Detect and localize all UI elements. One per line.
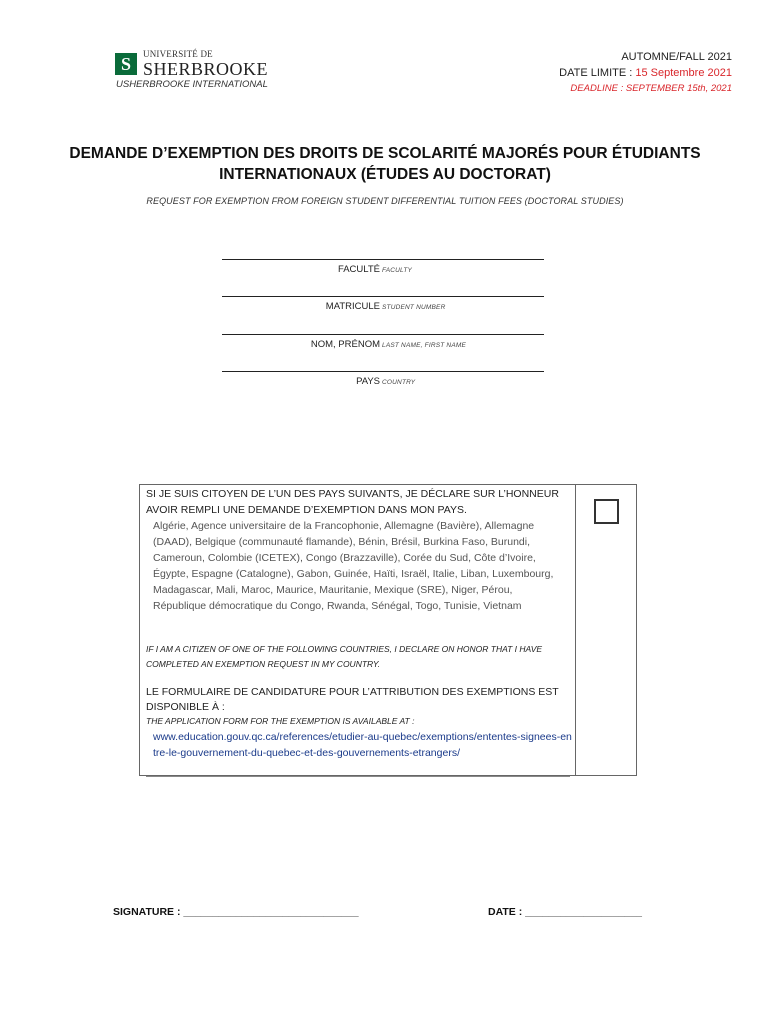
country-field[interactable]	[222, 371, 544, 411]
declaration-condition-en: IF I AM A CITIZEN OF ONE OF THE FOLLOWING COUNTRIES, I DECLARE ON HONOR THAT I HAVE COMPLETED AN EXEMPTION REQUEST IN MY COUNTRY.	[146, 644, 543, 669]
field-label: MATRICULE	[325, 301, 380, 312]
session-block	[559, 49, 732, 97]
deadline-fr-label: DATE LIMITE :	[559, 67, 636, 79]
university-logo	[115, 51, 268, 77]
field-label-en: LAST NAME, FIRST NAME	[382, 342, 467, 349]
declaration-box	[139, 484, 637, 776]
field-label: FACULTÉ	[337, 264, 380, 275]
field-underline	[222, 259, 544, 260]
column-divider	[575, 485, 576, 775]
declaration-checkbox[interactable]	[594, 499, 619, 524]
logo-university-label: UNIVERSITÉ DE	[143, 49, 213, 59]
signature-field[interactable]: SIGNATURE : ______________________________	[113, 906, 359, 918]
name-field[interactable]	[222, 334, 544, 374]
field-underline	[222, 334, 544, 335]
faculty-field[interactable]	[222, 259, 544, 299]
declaration-condition-fr: SI JE SUIS CITOYEN DE L’UN DES PAYS SUIVANTS, JE DÉCLARE SUR L’HONNEUR AVOIR REMPLI UNE DEMANDE D’EXEMPTION DANS MON PAYS.	[146, 488, 559, 516]
student-number-field[interactable]	[222, 296, 544, 336]
country-list: Algérie, Agence universitaire de la Francophonie, Allemagne (Bavière), Allemagne (DAAD), Belgique (communauté flamande), Bénin, Brésil, Burkina Faso, Burundi, Cameroun, Colombie (ICETEX), Congo (Brazzaville), Corée du Sud, Côte d’Ivoire, Égypte, Espagne (Catalogne), Gabon, Guinée, Haïti, Israël, Italie, Liban, Luxembourg, Madagascar, Mali, Maroc, Maurice, Mauritanie, Mexique (SRE), Niger, Pérou, République démocratique du Congo, Rwanda, Sénégal, Togo, Tunisie, Vietnam	[153, 520, 554, 612]
field-underline	[222, 296, 544, 297]
sherbrooke-logo-icon: S	[115, 53, 137, 75]
exemption-form-link[interactable]: www.education.gouv.qc.ca/references/etudier-au-quebec/exemptions/ententes-signees-entre-le-gouvernement-du-quebec-et-des-gouvernements-etrangers/	[153, 731, 572, 759]
logo-wordmark	[143, 50, 268, 78]
form-subtitle: REQUEST FOR EXEMPTION FROM FOREIGN STUDENT DIFFERENTIAL TUITION FEES (DOCTORAL STUDIES)	[146, 196, 624, 206]
date-field[interactable]: DATE : ____________________	[488, 906, 642, 918]
form-availability-fr: LE FORMULAIRE DE CANDIDATURE POUR L’ATTRIBUTION DES EXEMPTIONS EST DISPONIBLE À :	[146, 686, 559, 713]
deadline-en: DEADLINE : SEPTEMBER 15th, 2021	[570, 83, 732, 94]
field-label: NOM, PRÉNOM	[310, 339, 380, 350]
form-availability-en: THE APPLICATION FORM FOR THE EXEMPTION IS AVAILABLE AT :	[146, 716, 415, 726]
field-underline	[222, 371, 544, 372]
link-underline	[146, 776, 570, 777]
field-label-en: FACULTY	[382, 267, 413, 274]
international-office-label: USHERBROOKE INTERNATIONAL	[116, 79, 268, 90]
field-label-en: COUNTRY	[382, 379, 416, 386]
deadline-fr-date: 15 Septembre 2021	[635, 67, 732, 79]
form-title: DEMANDE D’EXEMPTION DES DROITS DE SCOLARITÉ MAJORÉS POUR ÉTUDIANTS INTERNATIONAUX (ÉTUDES AU DOCTORAT)	[69, 145, 701, 183]
field-label: PAYS	[356, 376, 380, 387]
field-label-en: STUDENT NUMBER	[382, 304, 446, 311]
deadline-fr	[559, 65, 732, 81]
session-label: AUTOMNE/FALL 2021	[621, 51, 732, 63]
logo-university-name: SHERBROOKE	[143, 59, 269, 79]
